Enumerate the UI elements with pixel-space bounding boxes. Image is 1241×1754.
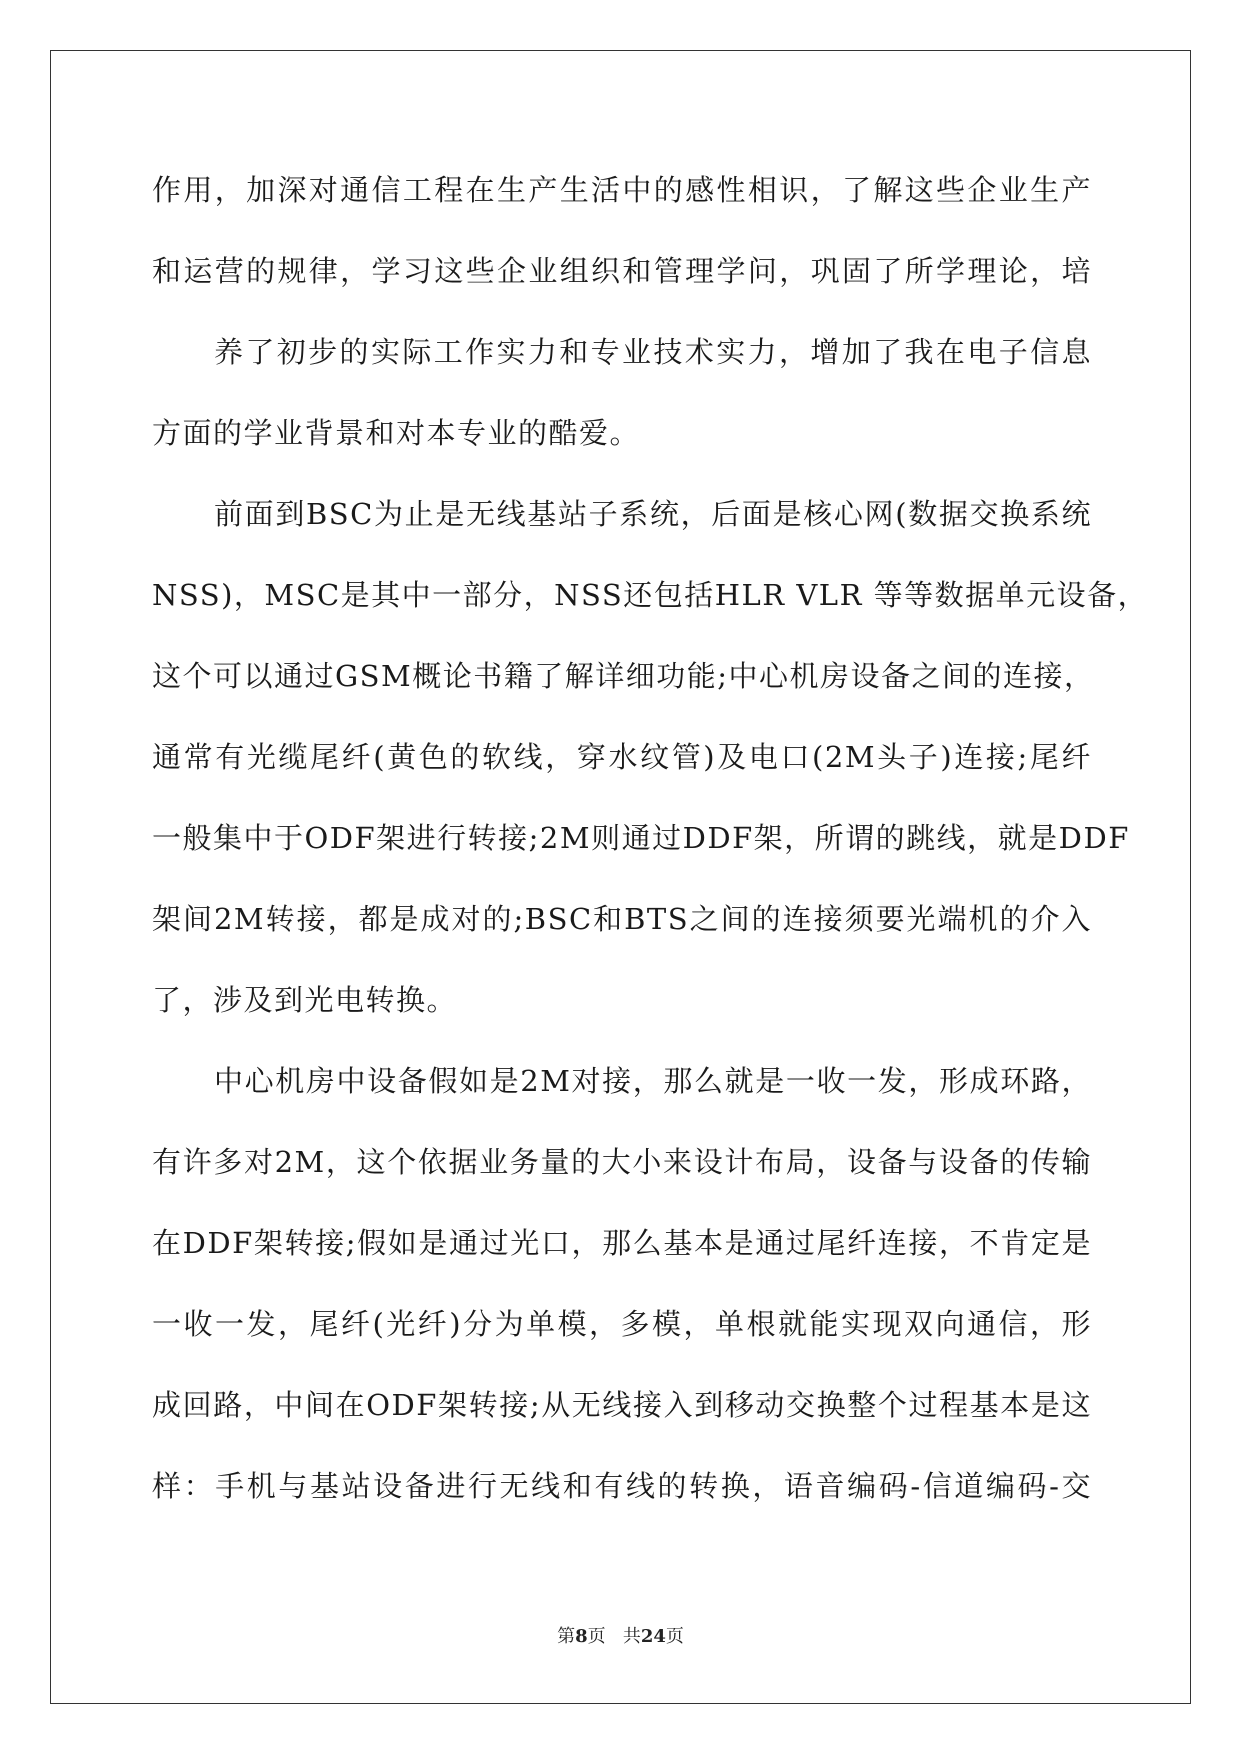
text-line: 成回路，中间在ODF架转接;从无线接入到移动交换整个过程基本是这 [152,1388,1092,1422]
footer-total-unit: 页 [665,1626,684,1647]
text-line: 作用，加深对通信工程在生产生活中的感性相识，了解这些企业生产 [152,173,1092,207]
text-line: 前面到BSC为止是无线基站子系统，后面是核心网(数据交换系统 [214,497,1092,531]
footer-prefix: 第 [557,1626,576,1647]
text-line: 样：手机与基站设备进行无线和有线的转换，语音编码-信道编码-交 [152,1469,1092,1503]
footer-page-unit: 页 [587,1626,606,1647]
text-line: 方面的学业背景和对本专业的酷爱。 [152,416,641,450]
text-line: 一收一发，尾纤(光纤)分为单模，多模，单根就能实现双向通信，形 [152,1307,1092,1341]
text-line: 一般集中于ODF架进行转接;2M则通过DDF架，所谓的跳线，就是DDF [152,821,1130,855]
text-line: 和运营的规律，学习这些企业组织和管理学问，巩固了所学理论，培 [152,254,1092,288]
text-line: 这个可以通过GSM概论书籍了解详细功能;中心机房设备之间的连接， [152,659,1095,693]
text-line: 了，涉及到光电转换。 [152,983,458,1017]
text-line: NSS)，MSC是其中一部分，NSS还包括HLR VLR 等等数据单元设备， [152,578,1149,612]
text-line: 架间2M转接，都是成对的;BSC和BTS之间的连接须要光端机的介入 [152,902,1092,936]
text-line: 中心机房中设备假如是2M对接，那么就是一收一发，形成环路， [214,1064,1092,1098]
text-line: 养了初步的实际工作实力和专业技术实力，增加了我在电子信息 [214,335,1092,369]
text-line: 通常有光缆尾纤(黄色的软线，穿水纹管)及电口(2M头子)连接;尾纤 [152,740,1092,774]
page-footer [0,1622,1241,1648]
current-page-number: 8 [575,1626,588,1647]
document-body [152,150,1149,1527]
footer-total-prefix: 共 [622,1626,641,1647]
text-line: 有许多对2M，这个依据业务量的大小来设计布局，设备与设备的传输 [152,1145,1092,1179]
text-line: 在DDF架转接;假如是通过光口，那么基本是通过尾纤连接，不肯定是 [152,1226,1092,1260]
total-pages-number: 24 [640,1626,666,1647]
